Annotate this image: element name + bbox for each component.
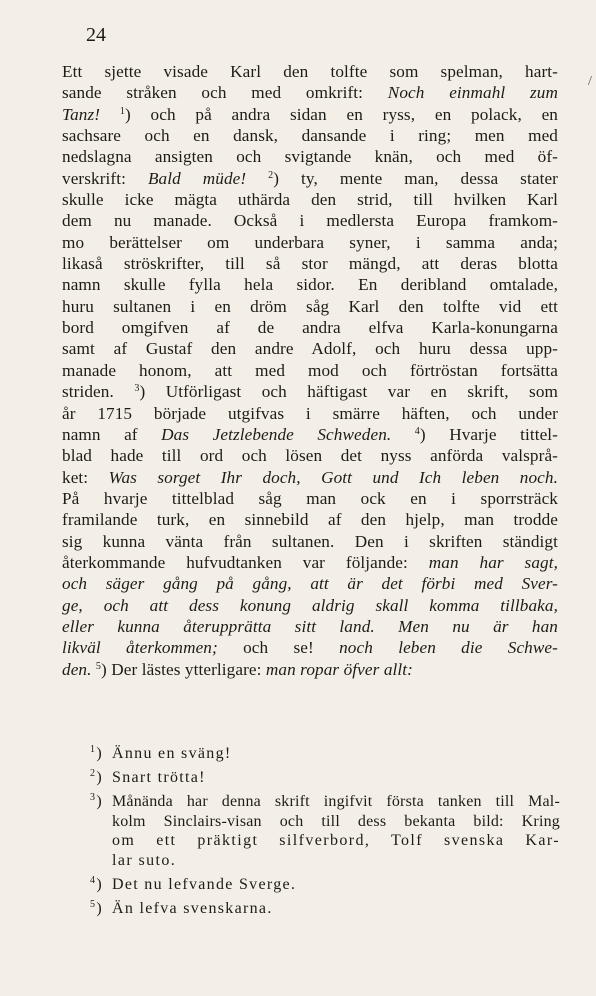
footnote-1	[90, 744, 560, 764]
text-segment: ) ty, mente man, dessa stater	[273, 168, 558, 188]
text-segment: sig kunna vänta från sultanen. Den i skriften ständigt	[62, 531, 558, 551]
footnote-marker: $^5$)	[90, 898, 103, 917]
text-segment: ) och på andra sidan en ryss, en polack, en	[124, 104, 558, 124]
text-segment: striden.	[62, 382, 135, 402]
text-segment: nedslagna ansigten och svigtande knän, och med öf-	[62, 147, 558, 167]
footnote-reference: 2	[268, 169, 274, 181]
footnote-marker: $^2$)	[90, 768, 103, 786]
italic-text: Bald müde!	[147, 168, 247, 188]
text-segment: år 1715 började utgifvas i smärre häften, och under	[62, 403, 558, 423]
margin-mark: /	[588, 74, 592, 89]
italic-text: Was sorget Ihr doch, Gott und Ich leben noch.	[108, 467, 558, 487]
text-line	[62, 509, 558, 530]
italic-text: Das Jetzlebende Schweden.	[161, 424, 392, 444]
footnote-text: Ännu en sväng!	[112, 745, 232, 762]
text-segment: ) Utförligast och häftigast var en skrift, som	[139, 382, 558, 402]
footnote-reference: 3	[134, 383, 140, 395]
text-segment	[391, 425, 415, 444]
text-segment: likaså ströskrifter, till så stor mängd, att deras blotta	[62, 254, 558, 274]
text-line	[62, 659, 558, 680]
footnote-text: Än lefva svenskarna.	[112, 899, 273, 917]
text-line	[62, 338, 558, 359]
text-line	[62, 317, 558, 338]
text-segment: blad hade till ord och lösen det nyss anförda valsprå-	[62, 446, 558, 466]
footnote-text	[112, 792, 560, 870]
text-segment: huru sultanen i en dröm såg Karl den tolfte vid ett	[62, 296, 558, 316]
footnote-text: Snart trötta!	[112, 769, 206, 786]
text-line	[62, 488, 558, 509]
text-segment: mo berättelser om underbara syner, i samma anda;	[62, 232, 558, 252]
footnotes	[90, 744, 560, 923]
text-line	[62, 61, 558, 82]
text-segment: sachsare och en dansk, dansande i ring; men med	[62, 126, 558, 146]
footnote-marker: $^4$)	[90, 874, 103, 893]
text-line	[62, 274, 558, 295]
body-text	[62, 61, 558, 680]
text-segment: samt af Gustaf den andre Adolf, och huru dessa upp-	[62, 339, 558, 359]
text-line	[62, 531, 558, 552]
text-line	[62, 637, 558, 658]
text-segment: dem nu manade. Också i medlersta Europa framkom-	[62, 211, 558, 231]
footnote-5	[90, 899, 560, 919]
text-segment	[246, 169, 268, 188]
text-line	[62, 104, 558, 125]
text-segment	[100, 105, 120, 124]
text-segment: bord omgifven af de andra elfva Karla-konungarna	[62, 318, 558, 338]
text-segment: manade honom, att med mod och förtröstan fortsätta	[62, 360, 558, 380]
italic-text: ge, och att dess konung aldrig skall komma tillbaka,	[62, 595, 558, 615]
italic-text: och säger gång på gång, att är det förbi med Sver-	[62, 574, 558, 594]
text-line	[62, 189, 558, 210]
italic-text: Noch einmahl zum	[387, 83, 558, 103]
text-line	[62, 125, 558, 146]
italic-text: likväl återkommen;	[62, 638, 218, 658]
italic-text: Tanz!	[62, 104, 101, 124]
text-line	[62, 595, 558, 616]
footnote-4	[90, 875, 560, 895]
text-line	[62, 445, 558, 466]
footnote-line: kolm Sinclairs-visan och till dess bekanta bild: Kring	[112, 812, 560, 830]
text-line	[62, 467, 558, 488]
text-line	[62, 616, 558, 637]
text-segment: skulle icke mägta uthärda den strid, till hvilken Karl	[62, 190, 558, 210]
page-number: 24	[86, 24, 106, 46]
text-segment: verskrift:	[62, 168, 148, 188]
text-segment: ket:	[62, 467, 109, 487]
text-line	[62, 552, 558, 573]
text-segment: namn af	[62, 424, 162, 444]
footnote-text: Det nu lefvande Sverge.	[112, 875, 297, 893]
footnote-reference: 5	[95, 660, 102, 672]
italic-text: noch leben die Schwe-	[339, 638, 558, 658]
text-segment: namn skulle fylla hela sidor. En deribland omtalade,	[62, 275, 558, 295]
text-segment: återkommande hufvudtanken var följande:	[62, 552, 429, 572]
text-line	[62, 146, 558, 167]
italic-text: man har sagt,	[428, 552, 558, 572]
footnote-2	[90, 768, 560, 788]
text-segment: Ett sjette visade Karl den tolfte som spelman, hart-	[62, 62, 558, 81]
text-line	[62, 360, 558, 381]
italic-text: man ropar öfver allt:	[265, 659, 413, 679]
footnote-line: Månända har denna skrift ingifvit första tanken till Mal-	[112, 793, 560, 810]
text-line	[62, 573, 558, 594]
text-line	[62, 381, 558, 402]
text-segment: ) Hvarje tittel-	[419, 424, 558, 444]
italic-text: eller kunna återupprätta sitt land. Men nu är han	[62, 616, 558, 636]
footnote-reference: 1	[119, 105, 125, 117]
footnote-3	[90, 792, 560, 870]
text-segment: och se!	[217, 638, 340, 658]
text-line	[62, 168, 558, 189]
text-line	[62, 296, 558, 317]
footnote-line: om ett präktigt silfverbord, Tolf svenska Kar-	[112, 832, 560, 849]
footnote-marker: $^3$)	[90, 792, 103, 810]
footnote-reference: 4	[414, 425, 420, 437]
text-line	[62, 253, 558, 274]
text-line	[62, 424, 558, 445]
text-line	[62, 232, 558, 253]
text-line	[62, 403, 558, 424]
footnote-line: lar suto.	[112, 851, 177, 869]
text-line	[62, 210, 558, 231]
text-segment: På hvarje tittelblad såg man ock en i sporrsträck	[62, 488, 558, 508]
text-segment: ) Der lästes ytterligare:	[101, 659, 266, 679]
italic-text: den.	[62, 659, 92, 679]
text-line	[62, 82, 558, 103]
footnote-marker: $^1$)	[90, 744, 103, 762]
text-segment: framilande turk, en sinnebild af den hjelp, man trodde	[62, 510, 558, 530]
text-segment: sande stråken och med omkrift:	[62, 83, 388, 103]
